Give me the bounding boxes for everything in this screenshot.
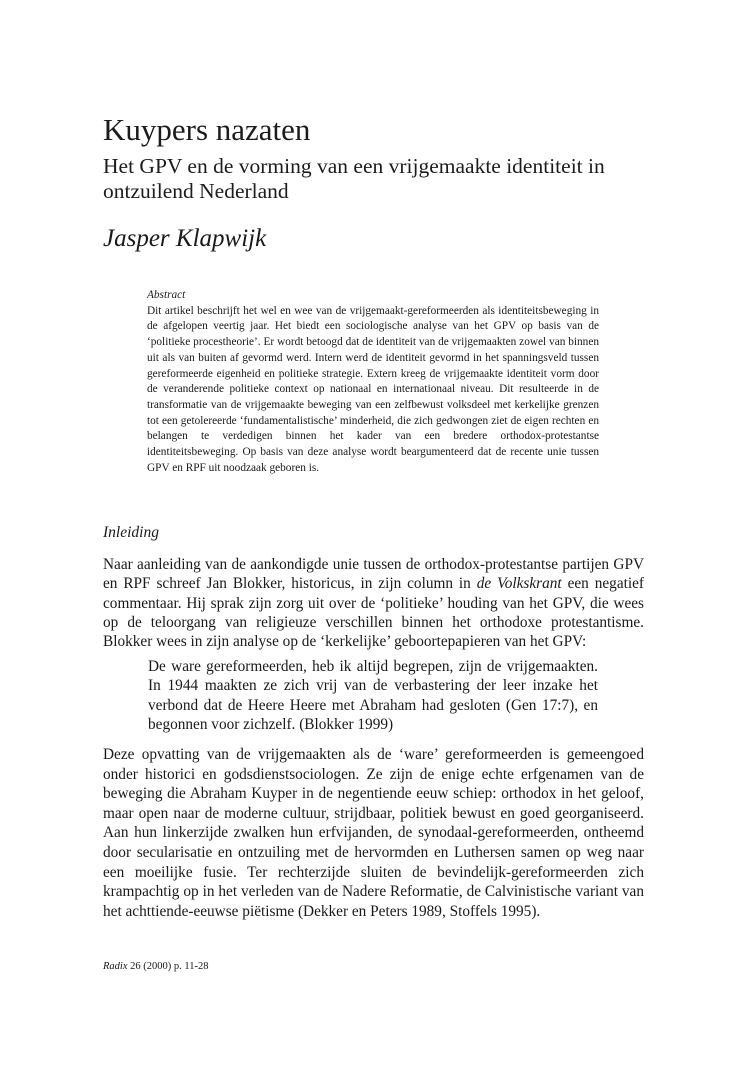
article-title: Kuypers nazaten (103, 112, 311, 147)
section-heading: Inleiding (103, 524, 159, 541)
journal-citation: 26 (2000) p. 11-28 (127, 961, 209, 972)
intro-paragraph (103, 555, 644, 651)
block-quote: De ware gereformeerden, heb ik altijd begrepen, zijn de vrijgemaakten. In 1944 maakten ze zich vrij van de verbastering der leer inzake het verbond dat de Heere Heere met Abraham had gesloten (Gen 17:7), en begonnen voor zichzelf. (Blokker 1999) (148, 658, 598, 733)
abstract-text: Dit artikel beschrijft het wel en wee van de vrijgemaakt-gereformeerden als identiteitsbeweging in de afgelopen veertig jaar. Het biedt een sociologische analyse van het GPV op basis van de ‘politieke procestheorie’. Er wordt betoogd dat de identiteit van de vrijgemaakten zowel van binnen uit als van buiten af gevormd werd. Intern werd de identiteit gevormd in het spanningsveld tussen gereformeerde eigenheid en politieke strategie. Extern kreeg de vrijgemaakte identiteit vorm door de veranderende politieke context op nationaal en internationaal niveau. Dit resulteerde in de transformatie van de vrijgemaakte beweging van een zelfbewust volksdeel met kerkelijke grenzen tot een getolereerde ‘fundamentalistische’ minderheid, die zich gedwongen ziet de eigen rechten en belangen te verdedigen binnen het kader van een bredere orthodox-protestantse identiteitsbeweging. Op basis van deze analyse wordt beargumenteerd dat de recente unie tussen GPV en RPF uit noodzaak geboren is. (147, 304, 599, 474)
intro-text-before: Naar aanleiding van de aankondigde unie tussen de orthodox-protestantse partijen GPV en RPF schreef Jan Blokker, historicus, in zijn column in (103, 556, 644, 593)
intro-text-after: een negatief commentaar. Hij sprak zijn zorg uit over de ‘politieke’ houding van het GPV, die wees op de teloorgang van religieuze verschillen binnen het orthodoxe protestantisme. Blokker wees in zijn analyse op de ‘kerkelijke’ geboortepapieren van het GPV: (103, 575, 644, 651)
newspaper-name: de Volkskrant (476, 575, 562, 593)
body-paragraph: Deze opvatting van de vrijgemaakten als de ‘ware’ gereformeerden is gemeengoed onder historici en godsdienstsociologen. Ze zijn de enige echte erfgenamen van de beweging die Abraham Kuyper in de negentiende eeuw schiep: orthodox in het geloof, maar open naar de moderne cultuur, strijdbaar, politiek bewust en goed georganiseerd. Aan hun linkerzijde zwalken hun erfvijanden, de synodaal-gereformeerden, ontheemd door secularisatie en ontzuiling met de hervormden en Luthersen samen op weg naar een moeilijke fusie. Ter rechterzijde sluiten de bevindelijk-gereformeerden zich krampachtig op in het verleden van de Nadere Reformatie, de Calvinistische variant van het achttiende-eeuwse piëtisme (Dekker en Peters 1989, Stoffels 1995). (103, 746, 644, 920)
article-author: Jasper Klapwijk (103, 225, 267, 252)
article-subtitle: Het GPV en de vorming van een vrijgemaakte identiteit in ontzuilend Nederland (103, 154, 605, 203)
journal-name: Radix (103, 961, 128, 972)
abstract-block (147, 288, 599, 476)
page-footer (103, 960, 208, 974)
abstract-label: Abstract (147, 289, 186, 301)
